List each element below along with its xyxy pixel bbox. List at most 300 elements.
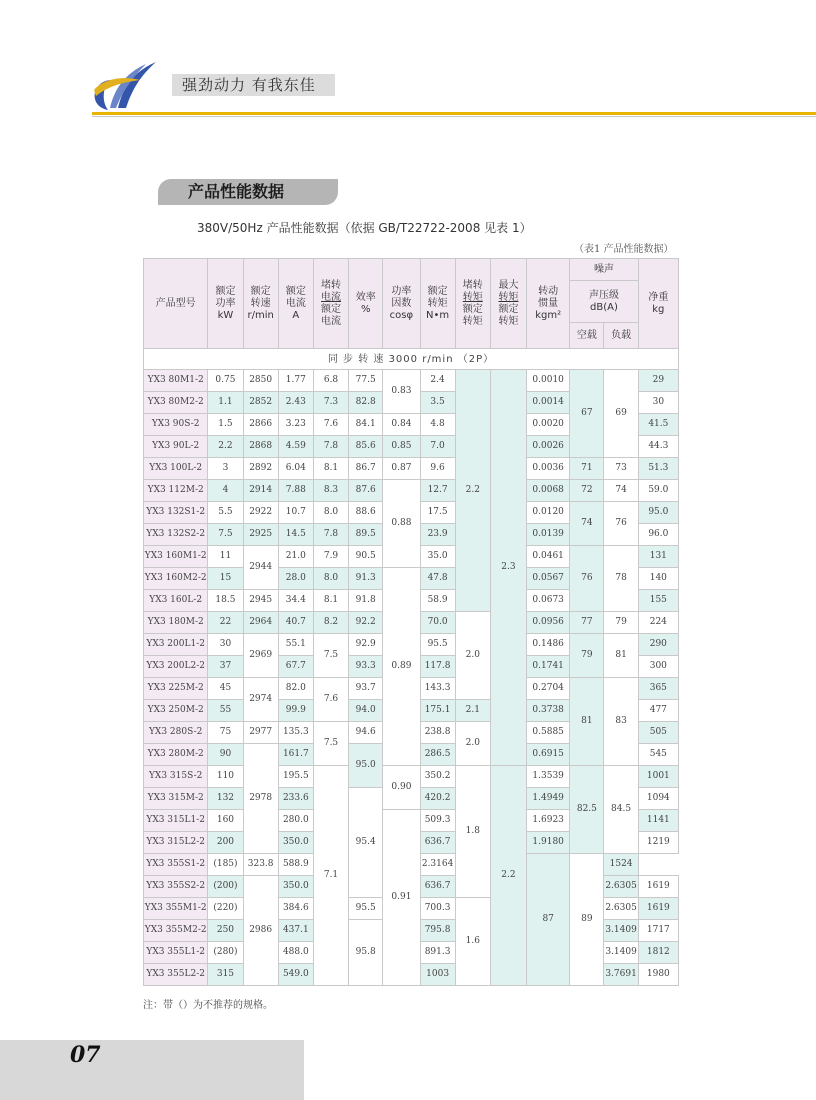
header-noise-noload: 空载	[570, 323, 604, 349]
header-noise: 噪声	[570, 259, 638, 281]
table-cell: 72	[570, 480, 604, 502]
table-cell: 95.4	[349, 788, 383, 898]
table-cell: 7.8	[313, 524, 348, 546]
header-label: 功率	[215, 297, 236, 309]
table-cell: 23.9	[420, 524, 455, 546]
header-label: 电流	[285, 297, 306, 309]
table-cell: 0.0036	[527, 458, 570, 480]
table-cell: 77	[570, 612, 604, 634]
table-cell: 14.5	[278, 524, 313, 546]
header-sound-pressure	[570, 281, 638, 323]
table-cell: 4.59	[278, 436, 313, 458]
table-cell: 2852	[243, 392, 278, 414]
header-weight	[638, 259, 678, 349]
header-label: %	[360, 303, 371, 315]
header-inertia	[527, 259, 570, 349]
header-label: 额定	[427, 285, 448, 297]
table-cell: 2.2	[455, 370, 490, 612]
table-cell: 323.8	[243, 854, 278, 876]
table-cell: 420.2	[420, 788, 455, 810]
table-cell: 18.5	[208, 590, 243, 612]
table-cell: 45	[208, 678, 243, 700]
footnote: 注：带（）为不推荐的规格。	[143, 1000, 273, 1011]
table-cell: 2977	[243, 722, 278, 744]
table-cell: 2.43	[278, 392, 313, 414]
table-cell: 11	[208, 546, 243, 568]
header-label: 净重	[648, 291, 669, 303]
table-cell: 40.7	[278, 612, 313, 634]
header-label: 额定	[321, 303, 342, 315]
table-cell: 37	[208, 656, 243, 678]
header-label: 效率	[355, 291, 376, 303]
table-cell: 9.6	[420, 458, 455, 480]
table-cell: YX3 355M2-2	[144, 920, 208, 942]
table-cell: 286.5	[420, 744, 455, 766]
table-cell: 290	[638, 634, 678, 656]
table-cell: 195.5	[278, 766, 313, 788]
table-cell: 2974	[243, 678, 278, 722]
header-label: kW	[217, 309, 234, 321]
table-cell: 7.1	[313, 766, 348, 986]
table-cell: 0.1486	[527, 634, 570, 656]
table-cell: 0.0139	[527, 524, 570, 546]
table-cell: 2969	[243, 634, 278, 678]
table-cell: 95.8	[349, 920, 383, 986]
table-cell: 86.7	[349, 458, 383, 480]
table-cell: 78	[604, 546, 638, 612]
table-cell: 93.3	[349, 656, 383, 678]
table-cell: 2850	[243, 370, 278, 392]
table-cell: 350.0	[278, 832, 313, 854]
table-cell: 2.4	[420, 370, 455, 392]
table-cell: YX3 315L1-2	[144, 810, 208, 832]
table-cell: 87	[527, 854, 570, 986]
table-cell: 91.3	[349, 568, 383, 590]
table-cell: YX3 90L-2	[144, 436, 208, 458]
table-cell: 1.77	[278, 370, 313, 392]
table-cell: 0.0567	[527, 568, 570, 590]
table-cell: 3.1409	[604, 942, 638, 964]
header-label: A	[292, 309, 300, 321]
table-cell: 82.5	[570, 766, 604, 854]
table-cell: 2.6305	[604, 898, 638, 920]
table-cell: 76	[570, 546, 604, 612]
table-cell: 70.0	[420, 612, 455, 634]
header-efficiency	[349, 259, 383, 349]
performance-table	[143, 258, 679, 986]
header-label: 转矩	[462, 291, 483, 303]
table-cell: 69	[604, 370, 638, 458]
table-cell: 1.3539	[527, 766, 570, 788]
table-cell: 2.3	[490, 370, 526, 766]
table-cell: 91.8	[349, 590, 383, 612]
table-cell: 0.89	[383, 568, 420, 766]
table-cell: 75	[208, 722, 243, 744]
table-cell: 94.6	[349, 722, 383, 744]
table-note: （表1 产品性能数据）	[574, 244, 674, 255]
table-cell: 73	[604, 458, 638, 480]
table-cell: 7.0	[420, 436, 455, 458]
table-cell: 99.9	[278, 700, 313, 722]
table-cell: 2892	[243, 458, 278, 480]
table-cell: 0.0461	[527, 546, 570, 568]
table-cell: 1003	[420, 964, 455, 986]
table-cell: YX3 355L2-2	[144, 964, 208, 986]
header-label: 最大	[498, 279, 519, 291]
header-gray-rule	[92, 116, 816, 117]
table-cell: 81	[570, 678, 604, 766]
page-number-block	[0, 1040, 304, 1100]
header-label: 额定	[285, 285, 306, 297]
table-cell: 110	[208, 766, 243, 788]
table-cell: 55	[208, 700, 243, 722]
table-cell: 88.6	[349, 502, 383, 524]
table-cell: 1.6923	[527, 810, 570, 832]
table-cell: 8.1	[313, 458, 348, 480]
table-cell: 95.5	[349, 898, 383, 920]
header-label: 电流	[321, 315, 342, 327]
table-cell: YX3 355S1-2	[144, 854, 208, 876]
table-cell: 1717	[638, 920, 678, 942]
table-cell: YX3 180M-2	[144, 612, 208, 634]
table-cell: YX3 200L2-2	[144, 656, 208, 678]
table-cell: 0.75	[208, 370, 243, 392]
table-cell: 90	[208, 744, 243, 766]
table-cell: 89	[570, 854, 604, 986]
header-max-torque	[490, 259, 526, 349]
table-cell: 0.0673	[527, 590, 570, 612]
table-cell: 132	[208, 788, 243, 810]
table-cell: 76	[604, 502, 638, 546]
table-cell: 7.5	[313, 722, 348, 766]
table-cell: 636.7	[420, 832, 455, 854]
table-cell: 140	[638, 568, 678, 590]
table-cell: 7.9	[313, 546, 348, 568]
header-label: cosφ	[389, 309, 414, 321]
table-cell: 4	[208, 480, 243, 502]
table-cell: 588.9	[278, 854, 313, 876]
table-cell: YX3 280S-2	[144, 722, 208, 744]
table-cell: 545	[638, 744, 678, 766]
header-label: N•m	[426, 309, 450, 321]
table-cell: 477	[638, 700, 678, 722]
table-cell: 200	[208, 832, 243, 854]
table-cell: 0.0010	[527, 370, 570, 392]
table-cell: 7.5	[313, 634, 348, 678]
table-cell: 96.0	[638, 524, 678, 546]
table-cell: YX3 160L-2	[144, 590, 208, 612]
table-cell: 300	[638, 656, 678, 678]
table-cell: 90.5	[349, 546, 383, 568]
table-cell: 160	[208, 810, 243, 832]
table-row	[144, 370, 679, 392]
table-cell: 67	[570, 370, 604, 458]
table-cell: 59.0	[638, 480, 678, 502]
header-power-factor	[383, 259, 420, 349]
table-cell: YX3 315S-2	[144, 766, 208, 788]
header-label: 堵转	[462, 279, 483, 291]
header-label: 转矩	[498, 291, 519, 303]
header-slogan: 强劲动力 有我东佳	[172, 74, 335, 96]
table-cell: YX3 132S2-2	[144, 524, 208, 546]
table-cell: 1.1	[208, 392, 243, 414]
table-cell: 3.23	[278, 414, 313, 436]
table-cell: 0.3738	[527, 700, 570, 722]
header-label: 转矩	[462, 315, 483, 327]
table-cell: 636.7	[420, 876, 455, 898]
table-cell: 505	[638, 722, 678, 744]
table-cell: 1094	[638, 788, 678, 810]
header-label: 堵转	[321, 279, 342, 291]
table-cell: 0.87	[383, 458, 420, 480]
table-cell: 0.2704	[527, 678, 570, 700]
table-cell: 700.3	[420, 898, 455, 920]
header-gold-rule	[92, 112, 816, 115]
table-cell: YX3 250M-2	[144, 700, 208, 722]
table-cell: 1980	[638, 964, 678, 986]
table-cell: 2986	[243, 876, 278, 986]
table-cell: 0.0956	[527, 612, 570, 634]
table-cell: 3.7691	[604, 964, 638, 986]
table-cell: 34.4	[278, 590, 313, 612]
header-label: 功率	[391, 285, 412, 297]
table-cell: 280.0	[278, 810, 313, 832]
table-cell: 1.8	[455, 766, 490, 898]
table-cell: 2.2	[208, 436, 243, 458]
table-cell: 2964	[243, 612, 278, 634]
table-cell: 0.85	[383, 436, 420, 458]
table-cell: 8.0	[313, 568, 348, 590]
table-cell: 350.0	[278, 876, 313, 898]
table-cell: 7.3	[313, 392, 348, 414]
header-label: 声压级	[588, 289, 619, 301]
table-caption: 380V/50Hz 产品性能数据（依据 GB/T22722-2008 见表 1）	[197, 221, 532, 235]
table-cell: 89.5	[349, 524, 383, 546]
table-cell: 92.2	[349, 612, 383, 634]
table-cell: 47.8	[420, 568, 455, 590]
table-cell: 30	[638, 392, 678, 414]
table-cell: 2925	[243, 524, 278, 546]
table-cell: 0.0120	[527, 502, 570, 524]
table-cell: 1001	[638, 766, 678, 788]
header-label: 额定	[250, 285, 271, 297]
table-cell: 1.9180	[527, 832, 570, 854]
table-cell: 2922	[243, 502, 278, 524]
table-cell: 795.8	[420, 920, 455, 942]
table-cell: YX3 160M1-2	[144, 546, 208, 568]
table-cell: 0.5885	[527, 722, 570, 744]
table-cell: 95.5	[420, 634, 455, 656]
header-noise-load: 负载	[604, 323, 638, 349]
table-cell: 71	[570, 458, 604, 480]
table-cell: 82.0	[278, 678, 313, 700]
header-current	[278, 259, 313, 349]
table-cell: 84.5	[604, 766, 638, 854]
table-cell: 7.88	[278, 480, 313, 502]
table-cell: 8.1	[313, 590, 348, 612]
table-cell: 2914	[243, 480, 278, 502]
table-cell: 28.0	[278, 568, 313, 590]
table-cell: 7.5	[208, 524, 243, 546]
table-cell: 3.5	[420, 392, 455, 414]
table-cell: 155	[638, 590, 678, 612]
sync-speed-row: 同 步 转 速 3000 r/min （2P）	[144, 349, 679, 370]
table-cell: 1619	[638, 898, 678, 920]
table-cell: 143.3	[420, 678, 455, 700]
table-cell: 117.8	[420, 656, 455, 678]
table-cell: YX3 225M-2	[144, 678, 208, 700]
table-cell: 1619	[638, 876, 678, 898]
table-cell: 95.0	[349, 744, 383, 788]
table-cell: 15	[208, 568, 243, 590]
header-locked-current	[313, 259, 348, 349]
header-label: 额定	[215, 285, 236, 297]
header-label: dB(A)	[590, 301, 618, 313]
table-cell: 22	[208, 612, 243, 634]
table-cell: YX3 355L1-2	[144, 942, 208, 964]
table-cell: 35.0	[420, 546, 455, 568]
table-cell: 549.0	[278, 964, 313, 986]
header-speed	[243, 259, 278, 349]
table-cell: 0.84	[383, 414, 420, 436]
table-cell: 135.3	[278, 722, 313, 744]
table-cell: 79	[604, 612, 638, 634]
table-cell: 8.2	[313, 612, 348, 634]
table-cell: 74	[604, 480, 638, 502]
table-cell: 2866	[243, 414, 278, 436]
table-cell: YX3 132S1-2	[144, 502, 208, 524]
table-cell: 12.7	[420, 480, 455, 502]
header-label: 转矩	[427, 297, 448, 309]
table-cell: 7.6	[313, 678, 348, 722]
table-cell: 384.6	[278, 898, 313, 920]
header-label: 产品型号	[155, 297, 196, 309]
table-cell: 437.1	[278, 920, 313, 942]
table-cell: 2.3164	[420, 854, 455, 876]
table-cell: (185)	[208, 854, 243, 876]
table-cell: 5.5	[208, 502, 243, 524]
table-cell: 6.04	[278, 458, 313, 480]
header-label: 额定	[462, 303, 483, 315]
table-cell: 79	[570, 634, 604, 678]
table-cell: 30	[208, 634, 243, 656]
table-cell: 224	[638, 612, 678, 634]
table-cell: 8.3	[313, 480, 348, 502]
table-cell: 58.9	[420, 590, 455, 612]
table-cell: 7.6	[313, 414, 348, 436]
table-cell: 4.8	[420, 414, 455, 436]
header-label: 惯量	[538, 297, 559, 309]
table-row	[144, 766, 679, 788]
header-label: 电流	[321, 291, 342, 303]
header-label: 转速	[250, 297, 271, 309]
table-cell: 2945	[243, 590, 278, 612]
table-cell: 233.6	[278, 788, 313, 810]
table-cell: 1219	[638, 832, 678, 854]
header-label: kg	[652, 303, 665, 315]
table-cell: 1.5	[208, 414, 243, 436]
table-cell: 41.5	[638, 414, 678, 436]
page-number: 07	[70, 1042, 101, 1068]
table-cell: 1141	[638, 810, 678, 832]
table-cell: (200)	[208, 876, 243, 898]
header-model	[144, 259, 208, 349]
table-cell: 509.3	[420, 810, 455, 832]
table-cell: 2.1	[455, 700, 490, 722]
table-cell: 1524	[604, 854, 638, 876]
table-cell: 84.1	[349, 414, 383, 436]
table-cell: 1.4949	[527, 788, 570, 810]
table-cell: 0.0020	[527, 414, 570, 436]
table-cell: 315	[208, 964, 243, 986]
table-cell: 10.7	[278, 502, 313, 524]
table-cell: YX3 355M1-2	[144, 898, 208, 920]
table-cell: 0.83	[383, 370, 420, 414]
table-cell: 2944	[243, 546, 278, 590]
table-cell: 0.0026	[527, 436, 570, 458]
table-cell: 131	[638, 546, 678, 568]
table-cell: YX3 90S-2	[144, 414, 208, 436]
table-cell: 55.1	[278, 634, 313, 656]
table-row	[144, 458, 679, 480]
table-cell: 0.0068	[527, 480, 570, 502]
header-locked-torque	[455, 259, 490, 349]
table-cell: 2.2	[490, 766, 526, 986]
table-cell: (280)	[208, 942, 243, 964]
table-cell: 2868	[243, 436, 278, 458]
table-cell: 94.0	[349, 700, 383, 722]
company-logo-icon	[88, 60, 158, 112]
table-cell: 2978	[243, 744, 278, 854]
table-cell: YX3 112M-2	[144, 480, 208, 502]
table-cell: 81	[604, 634, 638, 678]
table-cell: 0.1741	[527, 656, 570, 678]
table-cell: 51.3	[638, 458, 678, 480]
table-cell: 891.3	[420, 942, 455, 964]
table-cell: YX3 280M-2	[144, 744, 208, 766]
table-cell: 161.7	[278, 744, 313, 766]
table-cell: 0.88	[383, 480, 420, 568]
table-cell: 2.6305	[604, 876, 638, 898]
table-cell: 7.8	[313, 436, 348, 458]
table-cell: 29	[638, 370, 678, 392]
table-cell: 238.8	[420, 722, 455, 744]
table-cell: YX3 315L2-2	[144, 832, 208, 854]
header-label: 转矩	[498, 315, 519, 327]
table-cell: 77.5	[349, 370, 383, 392]
table-cell: 0.90	[383, 766, 420, 810]
table-cell: 2.0	[455, 612, 490, 700]
header-label: kgm²	[535, 309, 562, 321]
table-cell: YX3 355S2-2	[144, 876, 208, 898]
table-cell: 250	[208, 920, 243, 942]
table-cell: 21.0	[278, 546, 313, 568]
table-cell: (220)	[208, 898, 243, 920]
table-cell: YX3 315M-2	[144, 788, 208, 810]
table-cell: 85.6	[349, 436, 383, 458]
header-label: 额定	[498, 303, 519, 315]
table-cell: 0.0014	[527, 392, 570, 414]
table-cell: 8.0	[313, 502, 348, 524]
table-cell: 3	[208, 458, 243, 480]
table-cell: 0.91	[383, 810, 420, 986]
table-cell: 1812	[638, 942, 678, 964]
table-cell: 350.2	[420, 766, 455, 788]
table-cell: 74	[570, 502, 604, 546]
table-cell: YX3 200L1-2	[144, 634, 208, 656]
section-title: 产品性能数据	[158, 179, 338, 205]
table-cell: YX3 100L-2	[144, 458, 208, 480]
